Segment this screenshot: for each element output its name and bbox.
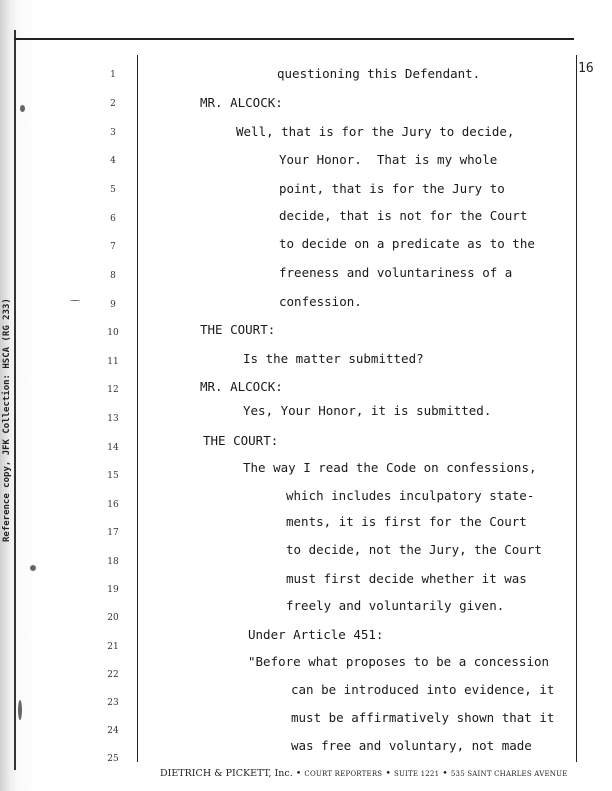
transcript-line: point, that is for the Jury to xyxy=(279,181,505,196)
line-number: 19 xyxy=(107,585,119,595)
transcript-line: freely and voluntarily given. xyxy=(286,598,505,613)
line-number: 23 xyxy=(107,698,119,708)
firm-address: 535 SAINT CHARLES AVENUE xyxy=(450,770,568,778)
line-number: 18 xyxy=(107,557,119,567)
transcript-line: Yes, Your Honor, it is submitted. xyxy=(243,403,492,418)
transcript-line: Under Article 451: xyxy=(248,627,384,642)
transcript-line: which includes inculpatory state- xyxy=(286,488,535,503)
transcript-line: confession. xyxy=(279,294,362,309)
footer-bullet: • xyxy=(442,768,448,779)
transcript-line: to decide on a predicate as to the xyxy=(279,236,535,251)
scan-speck xyxy=(70,300,80,301)
line-number: 6 xyxy=(110,214,116,224)
line-number: 15 xyxy=(107,471,119,481)
line-number: 16 xyxy=(107,500,119,510)
reference-stamp: Reference copy, JFK Collection: HSCA (RG 233) xyxy=(2,298,12,542)
scan-speck xyxy=(20,105,25,112)
line-number: 17 xyxy=(107,528,119,538)
transcript-line: decide, that is not for the Court xyxy=(279,208,528,223)
line-number: 10 xyxy=(107,328,119,338)
line-number: 1 xyxy=(110,70,116,80)
firm-name: DIETRICH & PICKETT, Inc. xyxy=(160,768,293,779)
transcript-line: to decide, not the Jury, the Court xyxy=(286,542,542,557)
transcript-line: ments, it is first for the Court xyxy=(286,514,527,529)
line-number: 12 xyxy=(107,385,119,395)
firm-suite: SUITE 1221 xyxy=(393,770,440,778)
transcript-line: The way I read the Code on confessions, xyxy=(243,460,537,475)
transcript-line: Your Honor. That is my whole xyxy=(279,152,498,167)
footer-bullet: • xyxy=(385,768,391,779)
transcript-line: was free and voluntary, not made xyxy=(291,738,532,753)
transcript-line: freeness and voluntariness of a xyxy=(279,265,513,280)
page-number: 16 xyxy=(578,61,594,76)
line-number: 2 xyxy=(110,99,116,109)
footer-bullet: • xyxy=(295,768,302,779)
top-rule xyxy=(14,38,574,40)
line-number: 20 xyxy=(107,613,119,623)
speaker-label: MR. ALCOCK: xyxy=(200,95,283,110)
line-number: 4 xyxy=(110,156,116,166)
transcript-line: must first decide whether it was xyxy=(286,571,527,586)
line-number: 21 xyxy=(107,642,119,652)
line-number: 5 xyxy=(110,185,116,195)
speaker-label: THE COURT: xyxy=(203,433,279,448)
line-number: 11 xyxy=(107,357,119,367)
line-number: 14 xyxy=(107,443,119,453)
transcript-line: must be affirmatively shown that it xyxy=(291,710,555,725)
reporter-footer xyxy=(160,768,600,779)
transcript-line: Well, that is for the Jury to decide, xyxy=(236,124,515,139)
line-number: 24 xyxy=(107,726,119,736)
line-number: 7 xyxy=(110,242,116,252)
line-number: 8 xyxy=(110,271,116,281)
line-number: 22 xyxy=(107,670,119,680)
transcript-line: can be introduced into evidence, it xyxy=(291,682,555,697)
line-number: 3 xyxy=(110,128,116,138)
speaker-label: THE COURT: xyxy=(200,322,276,337)
transcript-line: "Before what proposes to be a concession xyxy=(248,654,550,669)
line-number: 13 xyxy=(107,414,119,424)
scan-speck xyxy=(18,700,22,720)
firm-role: COURT REPORTERS xyxy=(304,770,383,778)
line-number: 9 xyxy=(110,300,116,310)
line-number: 25 xyxy=(107,754,119,764)
scan-speck xyxy=(30,565,36,571)
speaker-label: MR. ALCOCK: xyxy=(200,379,283,394)
transcript-line: questioning this Defendant. xyxy=(277,66,481,81)
transcript-line: Is the matter submitted? xyxy=(243,351,424,366)
